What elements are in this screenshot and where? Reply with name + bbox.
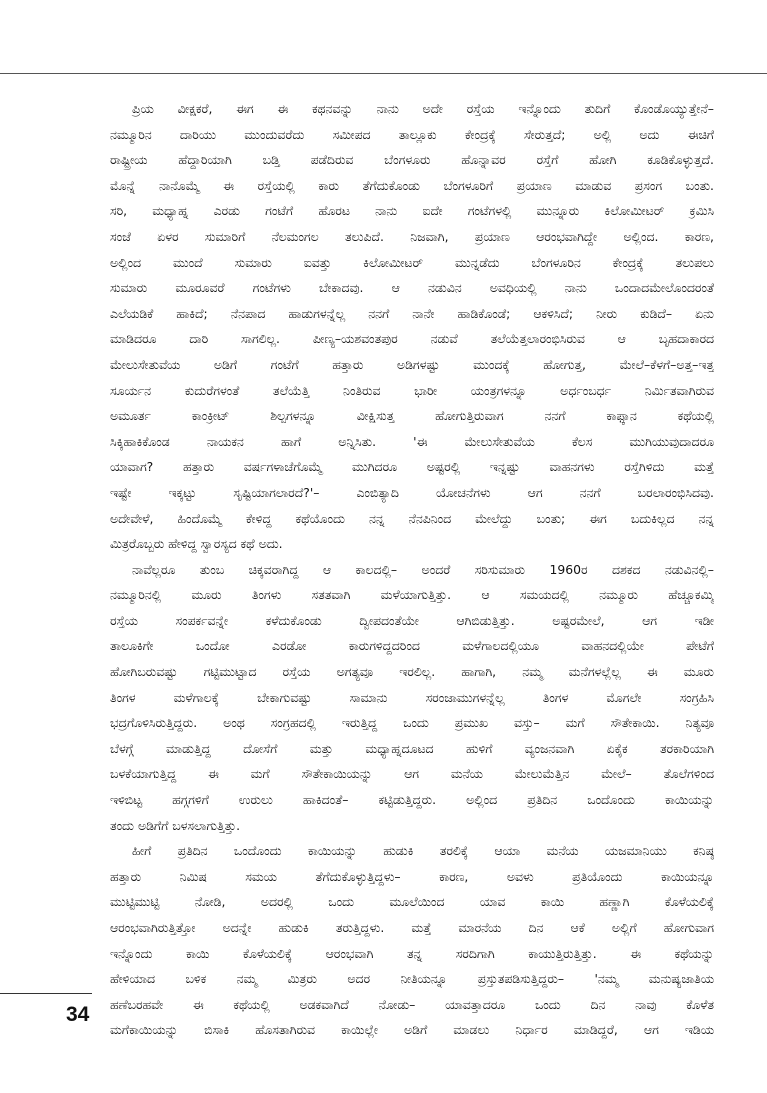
text-line: ಮೇಲುಸೇತುವೆಯ ಅಡಿಗೆ ಗಂಟೆಗೆ ಹತ್ತಾರು ಅಡಿಗಳಷ್ಟು ಮುಂದಕ್ಕೆ ಹೋಗುತ್ತ, ಮೇಲೆ–ಕೆಳಗೆ–ಅತ್ತ–ಇತ್ತ [110, 356, 714, 372]
text-line: ಇನ್ನೊಂದು ಕಾಯಿ ಕೊಳೆಯಲಿಕ್ಕೆ ಆರಂಭವಾಗಿ ತನ್ನ ಸರದಿಗಾಗಿ ಕಾಯುತ್ತಿರುತ್ತಿತ್ತು. ಈ ಕಥೆಯನ್ನು [110, 945, 714, 961]
text-line: ಹಣೆಬರಹವೇ ಈ ಕಥೆಯಲ್ಲಿ ಅಡಕವಾಗಿದೆ ನೋಡು– ಯಾವತ್ತಾದರೂ ಒಂದು ದಿನ ನಾವು ಕೊಳೆತ [110, 996, 714, 1012]
text-line: ಎಲೆಯಡಿಕೆ ಹಾಕಿದೆ; ನೆನಪಾದ ಹಾಡುಗಳನ್ನೆಲ್ಲ ನನಗೆ ನಾನೇ ಹಾಡಿಕೊಂಡೆ; ಆಕಳಿಸಿದೆ; ನೀರು ಕುಡಿದೆ– ಏನು [110, 305, 714, 321]
text-line: ಭದ್ರಗೊಳಿಸಿರುತ್ತಿದ್ದರು. ಅಂಥ ಸಂಗ್ರಹದಲ್ಲಿ ಇರುತ್ತಿದ್ದ ಒಂದು ಪ್ರಮುಖ ವಸ್ತು– ಮಗೆ ಸೌತೇಕಾಯಿ. ನಿತ್ಯವೂ [110, 715, 714, 731]
text-line: ಪ್ರಿಯ ವೀಕ್ಷಕರೆ, ಈಗ ಈ ಕಥನವನ್ನು ನಾನು ಅದೇ ರಸ್ತೆಯ ಇನ್ನೊಂದು ತುದಿಗೆ ಕೊಂಡೊಯ್ಯುತ್ತೇನೆ– [132, 101, 714, 116]
body-text [110, 96, 714, 1043]
text-line: ಇಷ್ಟೇ ಇಕ್ಕಟ್ಟು ಸೃಷ್ಟಿಯಾಗಲಾರದೆ?'– ಎಂಬಿತ್ಯಾದಿ ಯೋಚನೆಗಳು ಆಗ ನನಗೆ ಬರಲಾರಂಭಿಸಿದವು. [110, 484, 714, 500]
text-line: ರಸ್ತೆಯ ಸಂಪರ್ಕವನ್ನೇ ಕಳೆದುಕೊಂಡು ದ್ವೀಪದಂತೆಯೇ ಆಗಿಬಿಡುತ್ತಿತ್ತು. ಅಷ್ಟರಮೇಲೆ, ಆಗ ಇಡೀ [110, 612, 714, 628]
text-line: ಹತ್ತಾರು ನಿಮಿಷ ಸಮಯ ತೆಗೆದುಕೊಳ್ಳುತ್ತಿದ್ದಳು– ಕಾರಣ, ಅವಳು ಪ್ರತಿಯೊಂದು ಕಾಯಿಯನ್ನೂ [110, 868, 714, 884]
text-line: ನಮ್ಮೂರಿನ ದಾರಿಯು ಮುಂದುವರೆದು ಸಮೀಪದ ತಾಲ್ಲೂಕು ಕೇಂದ್ರಕ್ಕೆ ಸೇರುತ್ತದೆ; ಅಲ್ಲಿ ಅದು ಈಚಿಗೆ [110, 126, 714, 142]
text-line: ನಮ್ಮೂರಿನಲ್ಲಿ ಮೂರು ತಿಂಗಳು ಸತತವಾಗಿ ಮಳೆಯಾಗುತ್ತಿತ್ತು. ಆ ಸಮಯದಲ್ಲಿ ನಮ್ಮೂರು ಹೆಚ್ಚೂಕಮ್ಮಿ [110, 587, 714, 603]
text-line: ಸಿಕ್ಕಿಹಾಕಿಕೊಂಡ ನಾಯಕನ ಹಾಗೆ ಅನ್ನಿಸಿತು. 'ಈ ಮೇಲುಸೇತುವೆಯ ಕೆಲಸ ಮುಗಿಯುವುದಾದರೂ [110, 433, 714, 449]
text-line: ಸೂರ್ಯನ ಕುದುರೆಗಳಂತೆ ತಲೆಯೆತ್ತಿ ನಿಂತಿರುವ ಭಾರೀ ಯಂತ್ರಗಳನ್ನೂ ಅರ್ಧಂಬರ್ಧ ನಿರ್ಮಿತವಾಗಿರುವ [110, 382, 714, 398]
footer-rule [0, 993, 92, 994]
text-line: ಅಲ್ಲಿಂದ ಮುಂದೆ ಸುಮಾರು ಐವತ್ತು ಕಿಲೋಮೀಟರ್ ಮುನ್ನಡೆದು ಬೆಂಗಳೂರಿನ ಕೇಂದ್ರಕ್ಕೆ ತಲುಪಲು [110, 254, 714, 270]
text-line: ಸರಿ, ಮಧ್ಯಾಹ್ನ ಎರಡು ಗಂಟೆಗೆ ಹೊರಟ ನಾನು ಐದೇ ಗಂಟೆಗಳಲ್ಲಿ ಮುನ್ನೂರು ಕಿಲೋಮೀಟರ್ ಕ್ರಮಿಸಿ [110, 203, 714, 219]
text-line: ಬೆಳಗ್ಗೆ ಮಾಡುತ್ತಿದ್ದ ದೋಸೆಗೆ ಮತ್ತು ಮಧ್ಯಾಹ್ನದೂಟದ ಹುಳಿಗೆ ವ್ಯಂಜನವಾಗಿ ಏಕೈಕ ತರಕಾರಿಯಾಗಿ [110, 740, 714, 756]
text-line: ಮೊನ್ನೆ ನಾನೊಮ್ಮೆ ಈ ರಸ್ತೆಯಲ್ಲಿ ಕಾರು ತೆಗೆದುಕೊಂಡು ಬೆಂಗಳೂರಿಗೆ ಪ್ರಯಾಣ ಮಾಡುವ ಪ್ರಸಂಗ ಬಂತು. [110, 177, 714, 193]
text-line: ತಂದು ಅಡಿಗೆಗೆ ಬಳಸಲಾಗುತ್ತಿತ್ತು. [110, 817, 241, 833]
text-line: ನಾವೆಲ್ಲರೂ ತುಂಬ ಚಿಕ್ಕವರಾಗಿದ್ದ ಆ ಕಾಲದಲ್ಲಿ– ಅಂದರೆ ಸರಿಸುಮಾರು 1960ರ ದಶಕದ ನಡುವಿನಲ್ಲಿ– [132, 561, 714, 577]
text-line: ಇಳಿಬಿಟ್ಟ ಹಗ್ಗಗಳಿಗೆ ಉರುಲು ಹಾಕಿದಂತೆ– ಕಟ್ಟಿಡುತ್ತಿದ್ದರು. ಅಲ್ಲಿಂದ ಪ್ರತಿದಿನ ಒಂದೊಂದು ಕಾಯಿಯನ್ನು [110, 792, 714, 808]
paragraph-2 [110, 557, 714, 839]
paragraph-3 [110, 838, 714, 1043]
page-number: 34 [66, 1003, 90, 1026]
text-line: ಯಾವಾಗ? ಹತ್ತಾರು ವರ್ಷಗಳಾಚೆಗೊಮ್ಮೆ ಮುಗಿದರೂ ಅಷ್ಟರಲ್ಲಿ ಇನ್ನಷ್ಟು ವಾಹನಗಳು ರಸ್ತೆಗಿಳಿದು ಮತ್ತೆ [110, 459, 714, 475]
text-line: ತಾಲೂಕಿಗೇ ಒಂದೋ ಎರಡೋ ಕಾರುಗಳಿದ್ದದರಿಂದ ಮಳೆಗಾಲದಲ್ಲಿಯೂ ವಾಹನದಲ್ಲಿಯೇ ಪೇಟೆಗೆ [110, 638, 714, 654]
text-line: ಅಮೂರ್ತ ಕಾಂಕ್ರೀಟ್ ಶಿಲ್ಪಗಳನ್ನೂ ವೀಕ್ಷಿಸುತ್ತ ಹೋಗುತ್ತಿರುವಾಗ ನನಗೆ ಕಾಫ್ಕಾನ ಕಥೆಯಲ್ಲಿ [110, 408, 714, 424]
text-line: ಅದೇವೇಳೆ, ಹಿಂದೊಮ್ಮೆ ಕೇಳಿದ್ದ ಕಥೆಯೊಂದು ನನ್ನ ನೆನಪಿನಿಂದ ಮೇಲೆದ್ದು ಬಂತು; ಈಗ ಬದುಕಿಲ್ಲದ ನನ್ನ [110, 510, 714, 526]
header-rule [0, 73, 767, 74]
text-line: ಸುಮಾರು ಮೂರೂವರೆ ಗಂಟೆಗಳು ಬೇಕಾದವು. ಆ ನಡುವಿನ ಅವಧಿಯಲ್ಲಿ ನಾನು ಒಂದಾದಮೇಲೊಂದರಂತೆ [110, 280, 714, 296]
text-line: ಮಾಡಿದರೂ ದಾರಿ ಸಾಗಲಿಲ್ಲ. ಪೀಣ್ಯ–ಯಶವಂತಪುರ ನಡುವೆ ತಲೆಯೆತ್ತಲಾರಂಭಿಸಿರುವ ಆ ಬೃಹದಾಕಾರದ [110, 331, 714, 347]
text-line: ಆರಂಭವಾಗಿರುತ್ತಿತ್ತೋ ಅದನ್ನೇ ಹುಡುಕಿ ತರುತ್ತಿದ್ದಳು. ಮತ್ತೆ ಮಾರನೆಯ ದಿನ ಆಕೆ ಅಲ್ಲಿಗೆ ಹೋಗುವಾಗ [110, 920, 714, 935]
text-line: ರಾಷ್ಟ್ರೀಯ ಹೆದ್ದಾರಿಯಾಗಿ ಬಡ್ತಿ ಪಡೆದಿರುವ ಬೆಂಗಳೂರು ಹೊನ್ನಾವರ ರಸ್ತೆಗೆ ಹೋಗಿ ಕೂಡಿಕೊಳ್ಳುತ್ತದೆ. [110, 152, 714, 168]
text-line: ತಿಂಗಳ ಮಳೆಗಾಲಕ್ಕೆ ಬೇಕಾಗುವಷ್ಟು ಸಾಮಾನು ಸರಂಜಾಮುಗಳನ್ನೆಲ್ಲ ತಿಂಗಳ ಮೊಗಲೇ ಸಂಗ್ರಹಿಸಿ [110, 689, 714, 705]
text-line: ಹೇಳಿಯಾದ ಬಳಿಕ ನಮ್ಮ ಮಿತ್ರರು ಅದರ ನೀತಿಯನ್ನೂ ಪ್ರಸ್ತುತಪಡಿಸುತ್ತಿದ್ದರು– 'ನಮ್ಮ ಮನುಷ್ಯಜಾತಿಯ [110, 971, 714, 987]
text-line: ಮಗೆಕಾಯಿಯನ್ನು ಬಿಸಾಕಿ ಹೊಸತಾಗಿರುವ ಕಾಯಿಲ್ಲೇ ಅಡಿಗೆ ಮಾಡಲು ನಿರ್ಧಾರ ಮಾಡಿದ್ದರೆ, ಆಗ ಇಡಿಯ [110, 1022, 714, 1038]
text-line: ಹೀಗೆ ಪ್ರತಿದಿನ ಒಂದೊಂದು ಕಾಯಿಯನ್ನು ಹುಡುಕಿ ತರಲಿಕ್ಕೆ ಆಯಾ ಮನೆಯ ಯಜಮಾನಿಯು ಕನಿಷ್ಠ [132, 843, 714, 859]
text-line: ಹೋಗಿಬರುವಷ್ಟು ಗಟ್ಟಿಮುಟ್ಟಾದ ರಸ್ತೆಯ ಅಗತ್ಯವೂ ಇರಲಿಲ್ಲ. ಹಾಗಾಗಿ, ನಮ್ಮ ಮನೆಗಳಲ್ಲೆಲ್ಲ ಈ ಮೂರು [110, 664, 714, 680]
text-line: ಮುಟ್ಟಿಮುಟ್ಟಿ ನೋಡಿ, ಅದರಲ್ಲಿ ಒಂದು ಮೂಲೆಯಿಂದ ಯಾವ ಕಾಯಿ ಹಣ್ಣಾಗಿ ಕೊಳೆಯಲಿಕ್ಕೆ [110, 894, 714, 910]
paragraph-1 [110, 96, 714, 557]
text-line: ಸಂಜೆ ಏಳರ ಸುಮಾರಿಗೆ ನೆಲಮಂಗಲ ತಲುಪಿದೆ. ನಿಜವಾಗಿ, ಪ್ರಯಾಣ ಆರಂಭವಾಗಿದ್ದೇ ಅಲ್ಲಿಂದ. ಕಾರಣ, [110, 228, 714, 244]
text-line: ಬಳಕೆಯಾಗುತ್ತಿದ್ದ ಈ ಮಗೆ ಸೌತೇಕಾಯಿಯನ್ನು ಆಗ ಮನೆಯ ಮೇಲುಮೆತ್ತಿನ ಮೇಲೆ– ತೊಲೆಗಳಿಂದ [110, 766, 714, 782]
text-line: ಮಿತ್ರರೊಬ್ಬರು ಹೇಳಿದ್ದ ಸ್ವಾರಸ್ಯದ ಕಥೆ ಅದು. [110, 536, 283, 552]
